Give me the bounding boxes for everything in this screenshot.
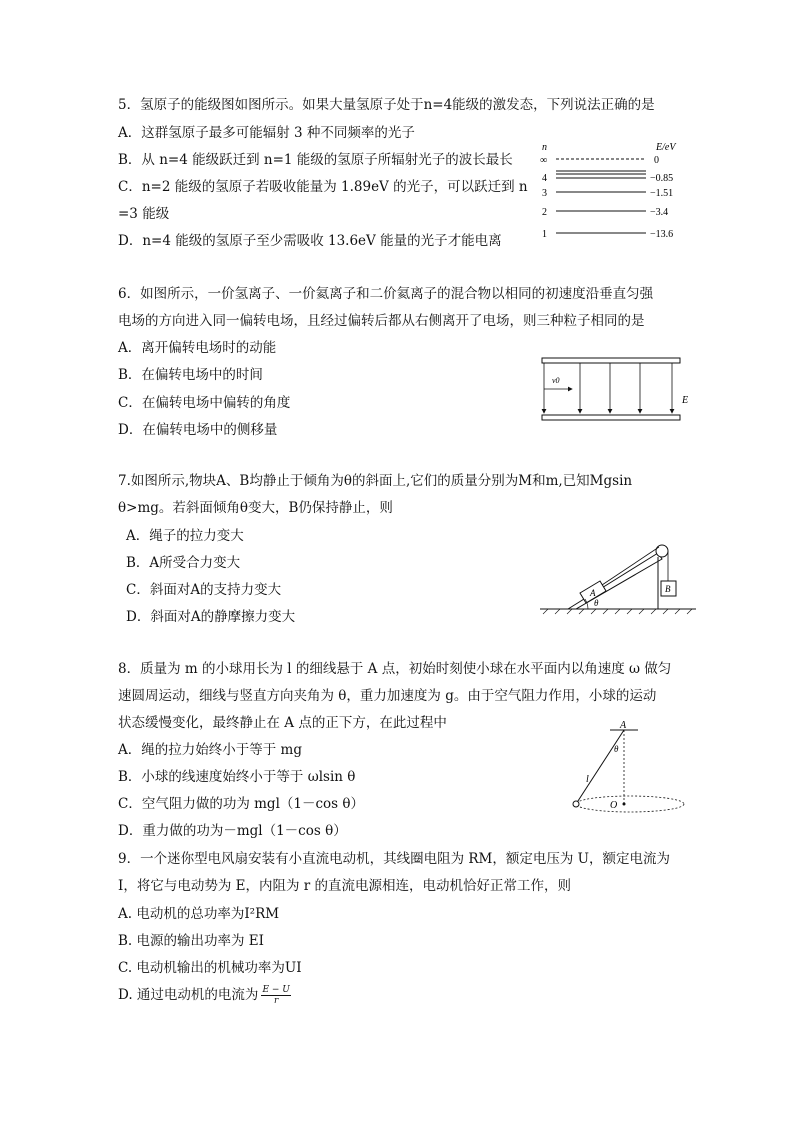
q9-option-d — [118, 985, 291, 1006]
fraction-denominator: r — [273, 996, 279, 1006]
block-b-label: B — [665, 584, 671, 594]
q7-stem-line1: 7.如图所示,物块A、B均静止于倾角为θ的斜面上,它们的质量分别为M和m,已知Mgsin — [118, 473, 633, 489]
level-e-inf: 0 — [654, 155, 659, 166]
current-fraction — [261, 985, 290, 1006]
q9-option-c: C. 电动机输出的机械功率为UI — [118, 960, 302, 976]
q9-option-b: B. 电源的输出功率为 EI — [118, 933, 264, 949]
level-n-1: 1 — [542, 229, 547, 240]
q7-option-a: A．绳子的拉力变大 — [126, 528, 244, 544]
q8-stem-line3: 状态缓慢变化，最终静止在 A 点的正下方，在此过程中 — [118, 715, 447, 731]
field-e-label: E — [682, 395, 689, 406]
q9-stem-line1: 9．一个迷你型电风扇安装有小直流电动机，其线圈电阻为 RM，额定电压为 U，额定电流为 — [118, 851, 671, 867]
conical-pendulum-diagram — [560, 718, 695, 818]
ground-hatch — [543, 609, 692, 614]
q7-stem-line2: θ>mg。若斜面倾角θ变大，B仍保持静止，则 — [118, 500, 393, 516]
q8-option-a: A．绳的拉力始终小于等于 mg — [118, 742, 302, 758]
q5-option-d: D．n=4 能级的氢原子至少需吸收 13.6eV 能量的光子才能电离 — [118, 233, 502, 249]
q9-option-a: A. 电动机的总功率为I²RM — [118, 906, 280, 922]
level-e-4: −0.85 — [650, 173, 674, 184]
theta-label: θ — [594, 598, 599, 608]
col-n-label: n — [542, 142, 547, 153]
length-l-label: l — [586, 774, 589, 785]
q7-option-b: B．A所受合力变大 — [126, 555, 241, 571]
q6-stem-line2: 电场的方向进入同一偏转电场，且经过偏转后都从右侧离开了电场，则三种粒子相同的是 — [118, 313, 645, 329]
level-n-inf: ∞ — [540, 155, 548, 166]
fraction-numerator: E − U — [262, 985, 290, 995]
q6-stem-line1: 6．如图所示，一价氢离子、一价氦离子和二价氦离子的混合物以相同的初速度沿垂直匀强 — [118, 286, 654, 302]
pulley — [656, 545, 668, 557]
q8-stem-line2: 速圆周运动，细线与竖直方向夹角为 θ，重力加速度为 g。由于空气阻力作用，小球的运动 — [118, 688, 657, 704]
q5-option-a: A．这群氢原子最多可能辐射 3 种不同频率的光子 — [118, 125, 415, 141]
level-n-3: 3 — [542, 188, 547, 199]
string — [576, 730, 624, 804]
q6-option-b: B．在偏转电场中的时间 — [118, 367, 263, 383]
level-e-3: −1.51 — [650, 188, 674, 199]
q7-option-c: C．斜面对A的支持力变大 — [126, 582, 282, 598]
q5-option-c: C．n=2 能级的氢原子若吸收能量为 1.89eV 的光子，可以跃迁到 n — [118, 179, 528, 195]
q6-option-a: A．离开偏转电场时的动能 — [118, 340, 277, 356]
bottom-plate — [542, 415, 680, 420]
top-plate — [542, 358, 680, 363]
q6-option-c: C．在偏转电场中偏转的角度 — [118, 395, 291, 411]
point-o-label: O — [610, 800, 618, 811]
q9-stem-line2: I，将它与电动势为 E，内阻为 r 的直流电源相连，电动机恰好正常工作，则 — [118, 878, 572, 894]
point-a-label: A — [620, 720, 627, 731]
energy-level-diagram — [536, 140, 696, 245]
q8-option-b: B．小球的线速度始终小于等于 ωlsin θ — [118, 769, 356, 785]
circular-path — [576, 796, 684, 812]
level-n-4: 4 — [542, 173, 547, 184]
q6-option-d: D．在偏转电场中的侧移量 — [118, 422, 278, 438]
q5-option-c-cont: =3 能级 — [118, 206, 170, 222]
q8-option-d: D．重力做的功为－mgl（1－cos θ） — [118, 823, 347, 839]
v0-label: v0 — [552, 376, 560, 385]
center-o — [623, 803, 626, 806]
q9-option-d-prefix: D. 通过电动机的电流为 — [118, 987, 259, 1003]
level-n-2: 2 — [542, 207, 547, 218]
q7-option-d: D．斜面对A的静摩擦力变大 — [126, 609, 296, 625]
q5-option-b: B．从 n=4 能级跃迁到 n=1 能级的氢原子所辐射光子的波长最长 — [118, 152, 513, 168]
q8-option-c: C．空气阻力做的功为 mgl（1－cos θ） — [118, 796, 365, 812]
theta-label: θ — [614, 744, 619, 754]
deflection-field-diagram — [540, 355, 700, 427]
incline-pulley-diagram — [540, 535, 700, 615]
col-e-label: E/eV — [656, 142, 676, 153]
level-e-2: −3.4 — [650, 207, 669, 218]
q5-stem: 5．氢原子的能级图如图所示。如果大量氢原子处于n=4能级的激发态，下列说法正确的是 — [118, 97, 655, 113]
ball — [573, 801, 579, 807]
block-a-label: A — [590, 588, 596, 598]
incline — [568, 553, 662, 609]
q8-stem-line1: 8．质量为 m 的小球用长为 l 的细线悬于 A 点，初始时刻使小球在水平面内以角速度 ω 做匀 — [118, 661, 672, 677]
level-e-1: −13.6 — [650, 229, 674, 240]
